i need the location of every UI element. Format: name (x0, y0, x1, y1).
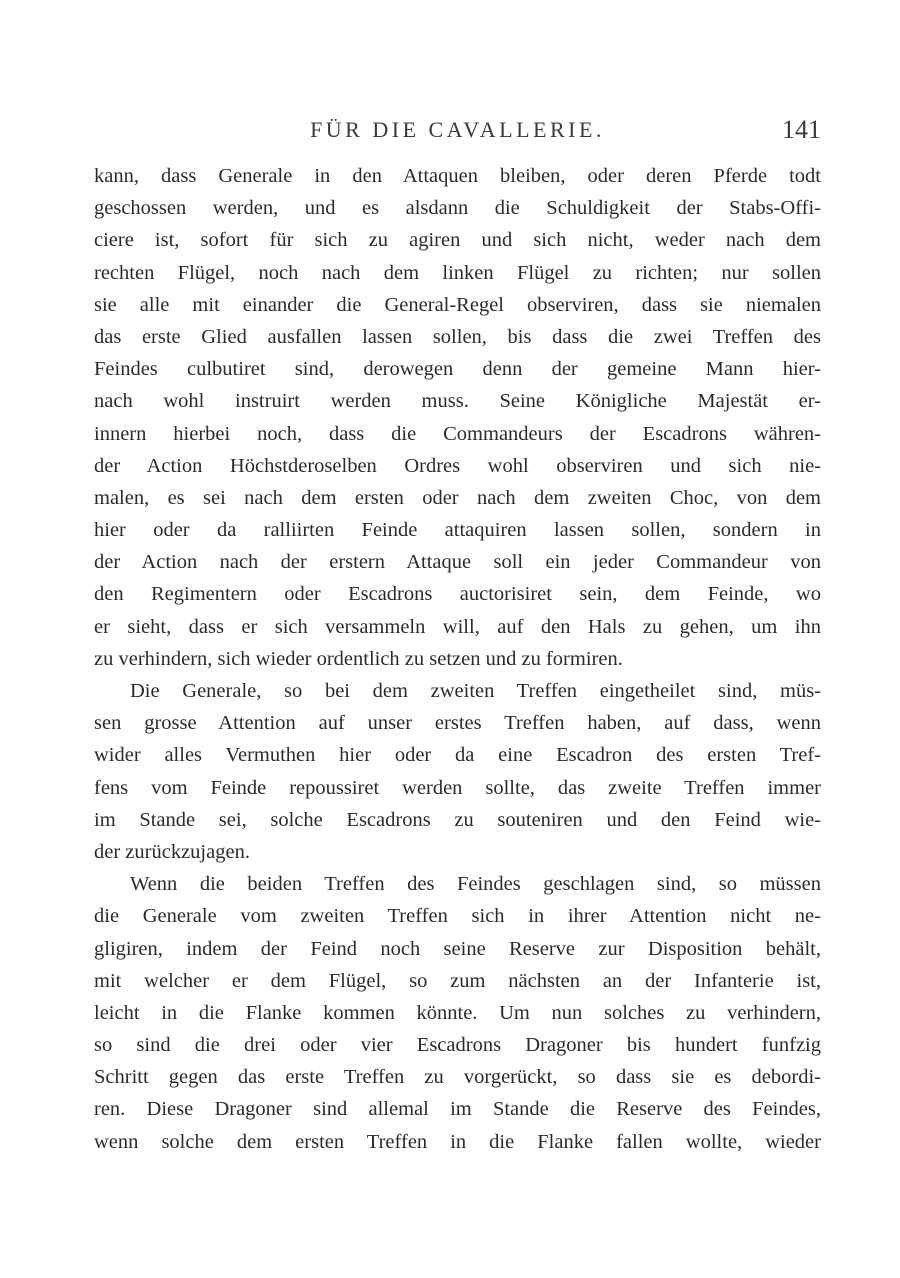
text-line: kann, dass Generale in den Attaquen bleiben, oder deren Pferde todt (94, 165, 821, 187)
text-line: zu verhindern, sich wieder ordentlich zu setzen und zu formiren. (94, 647, 623, 670)
text-line: innern hierbei noch, dass die Commandeurs der Escadrons währen- (94, 422, 821, 445)
text-line: so sind die drei oder vier Escadrons Dragoner bis hundert funfzig (94, 1034, 821, 1057)
text-line: der Action nach der erstern Attaque soll ein jeder Commandeur von (94, 551, 821, 574)
running-header (94, 117, 821, 151)
text-line: der zurückzujagen. (94, 840, 250, 863)
text-line: wenn solche dem ersten Treffen in die Flanke fallen wollte, wieder (94, 1130, 821, 1153)
text-line: malen, es sei nach dem ersten oder nach dem zweiten Choc, von dem (94, 486, 821, 509)
text-line: das erste Glied ausfallen lassen sollen, bis dass die zwei Treffen des (94, 325, 821, 348)
text-line: leicht in die Flanke kommen könnte. Um nun solches zu verhindern, (94, 1001, 821, 1024)
text-line: mit welcher er dem Flügel, so zum nächsten an der Infanterie ist, (94, 969, 821, 992)
page-number: 141 (782, 115, 821, 144)
running-title: FÜR DIE CAVALLERIE. (310, 117, 605, 142)
text-line: hier oder da ralliirten Feinde attaquiren lassen sollen, sondern in (94, 519, 821, 542)
paragraph (94, 675, 821, 868)
text-line: geschossen werden, und es alsdann die Schuldigkeit der Stabs-Offi- (94, 197, 821, 220)
text-line: Wenn die beiden Treffen des Feindes geschlagen sind, so müssen (130, 873, 821, 896)
text-line: rechten Flügel, noch nach dem linken Flügel zu richten; nur sollen (94, 261, 821, 284)
text-line: ciere ist, sofort für sich zu agiren und sich nicht, weder nach dem (94, 229, 821, 252)
text-line: fens vom Feinde repoussiret werden sollte, das zweite Treffen immer (94, 776, 821, 799)
text-line: ren. Diese Dragoner sind allemal im Stande die Reserve des Feindes, (94, 1098, 821, 1121)
text-line: Feindes culbutiret sind, derowegen denn der gemeine Mann hier- (94, 358, 821, 381)
text-line: den Regimentern oder Escadrons auctorisiret sein, dem Feinde, wo (94, 583, 821, 606)
text-line: der Action Höchstderoselben Ordres wohl observiren und sich nie- (94, 454, 821, 477)
paragraph (94, 868, 821, 1158)
text-line: gligiren, indem der Feind noch seine Reserve zur Disposition behält, (94, 937, 821, 960)
text-line: sen grosse Attention auf unser erstes Treffen haben, auf dass, wenn (94, 712, 821, 735)
text-line: im Stande sei, solche Escadrons zu souteniren und den Feind wie- (94, 808, 821, 831)
text-line: Die Generale, so bei dem zweiten Treffen eingetheilet sind, müs- (130, 680, 821, 702)
text-line: er sieht, dass er sich versammeln will, auf den Hals zu gehen, um ihn (94, 615, 821, 638)
text-line: Schritt gegen das erste Treffen zu vorgerückt, so dass sie es debordi- (94, 1066, 821, 1089)
text-line: wider alles Vermuthen hier oder da eine Escadron des ersten Tref- (94, 744, 821, 767)
text-line: nach wohl instruirt werden muss. Seine Königliche Majestät er- (94, 390, 821, 413)
body-text (94, 160, 821, 1158)
text-line: die Generale vom zweiten Treffen sich in ihrer Attention nicht ne- (94, 905, 821, 928)
paragraph (94, 160, 821, 675)
text-line: sie alle mit einander die General-Regel observiren, dass sie niemalen (94, 293, 821, 316)
